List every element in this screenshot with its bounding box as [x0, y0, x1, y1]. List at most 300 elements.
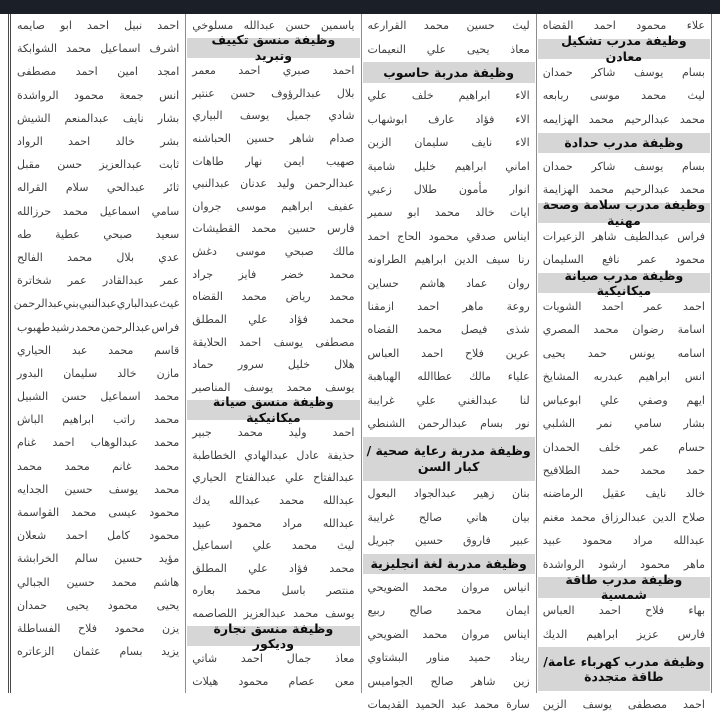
- column-1: [537, 14, 711, 711]
- name-row: [537, 108, 711, 131]
- name-row: [362, 482, 536, 505]
- name-row: [186, 82, 360, 105]
- name-row: [186, 105, 360, 128]
- name-word: خالد: [685, 487, 705, 501]
- name-word: عزيز: [636, 627, 659, 641]
- name-word: ماهر: [462, 300, 484, 314]
- name-row: [362, 389, 536, 412]
- name-word: محمد: [286, 380, 312, 394]
- name-row: [362, 506, 536, 529]
- name-word: المطلق: [192, 312, 227, 326]
- name-word: ابراهيم: [638, 370, 671, 384]
- name-word: وليد: [288, 426, 307, 440]
- name-word: احمد: [332, 64, 355, 78]
- name-word: بهاء: [688, 604, 705, 618]
- name-word: صبحي: [284, 245, 314, 259]
- name-row: [362, 108, 536, 131]
- name-word: ابوشهاب: [367, 112, 408, 126]
- name-word: مغنم: [542, 510, 565, 524]
- name-word: محمود: [149, 506, 180, 520]
- name-word: ابوعباس: [542, 393, 582, 407]
- section-header: وظيفة منسق تكييف وتبريد: [187, 38, 359, 58]
- column-3: [186, 14, 361, 693]
- name-word: المشايخ: [542, 370, 579, 384]
- name-word: كامل: [107, 529, 130, 543]
- name-word: نايف: [471, 136, 493, 150]
- name-word: عبدالعزيز: [99, 158, 142, 172]
- name-word: محمود: [74, 88, 104, 102]
- section-header: وظيفة منسق صيانة ميكانيكية: [187, 400, 359, 420]
- name-word: عفيف: [327, 199, 355, 213]
- name-word: بعاره: [192, 584, 216, 598]
- name-word: الزبن: [367, 136, 392, 150]
- name-word: محمد: [237, 426, 263, 440]
- name-word: عارف: [428, 112, 455, 126]
- name-word: القراله: [17, 181, 48, 195]
- name-word: الهباهبة: [367, 370, 401, 384]
- name-word: حذيفة: [327, 448, 355, 462]
- name-word: نافع: [602, 253, 620, 267]
- name-word: يحيى: [156, 598, 180, 612]
- name-word: يوسف: [239, 109, 270, 123]
- name-word: احمد: [683, 300, 705, 314]
- name-word: طهبوب: [17, 320, 51, 334]
- name-word: فايز: [238, 267, 257, 281]
- name-word: ليث: [687, 89, 705, 103]
- name-word: سامي: [151, 204, 180, 218]
- name-row: [362, 529, 536, 552]
- name-row: [186, 421, 360, 444]
- name-word: الشويات: [542, 300, 582, 314]
- name-word: عيسى: [108, 506, 138, 520]
- name-word: ارشود: [598, 557, 627, 571]
- name-word: ازمقنا: [367, 300, 395, 314]
- name-word: هاشم: [153, 575, 180, 589]
- name-word: عادل: [296, 448, 320, 462]
- name-word: حمدان: [542, 66, 573, 80]
- name-word: مصطفى: [627, 697, 668, 711]
- name-word: ابراهيم: [281, 199, 313, 213]
- name-word: اسامة: [677, 323, 705, 337]
- name-word: سلام: [65, 181, 89, 195]
- name-word: محمود: [231, 516, 262, 530]
- name-row: [11, 617, 185, 640]
- name-word: شاكر: [591, 66, 616, 80]
- name-word: عبدالله: [322, 493, 355, 507]
- name-word: الزعيرات: [542, 229, 585, 243]
- name-word: ابراهيم: [454, 159, 487, 173]
- name-word: يوسف: [633, 159, 664, 173]
- name-word: محمد: [108, 343, 134, 357]
- name-word: زعبي: [367, 183, 392, 197]
- name-row: [362, 412, 536, 435]
- name-word: الرواشدة: [17, 88, 59, 102]
- name-word: عبدالنبي: [78, 297, 117, 311]
- name-word: اماني: [505, 159, 530, 173]
- name-word: عطية: [55, 227, 80, 241]
- name-row: [186, 580, 360, 603]
- name-word: عبدالرحمن: [101, 320, 151, 334]
- name-word: نور: [515, 417, 530, 431]
- name-word: عبدالله: [243, 18, 276, 32]
- name-row: [11, 571, 185, 594]
- name-word: شاهر: [289, 131, 315, 145]
- name-word: عبدالوهاب: [90, 436, 138, 450]
- name-row: [537, 412, 711, 435]
- name-word: حسين: [66, 575, 95, 589]
- name-word: الرواشدة: [542, 557, 585, 571]
- name-word: ليث: [337, 539, 355, 553]
- name-word: وصفي: [638, 393, 668, 407]
- name-word: فارس: [327, 222, 355, 236]
- name-word: فؤاد: [475, 112, 495, 126]
- name-word: موسى: [236, 199, 267, 213]
- name-word: علاء: [686, 19, 705, 33]
- name-word: حميد: [468, 651, 491, 665]
- name-word: عقيل: [602, 487, 627, 501]
- name-row: [362, 178, 536, 201]
- name-row: [186, 512, 360, 535]
- name-row: [186, 59, 360, 82]
- name-word: محمد: [67, 250, 93, 264]
- top-dark-bar: [0, 0, 720, 14]
- name-word: خليل: [413, 159, 437, 173]
- name-row: [362, 14, 536, 37]
- name-word: اللصاصمه: [192, 607, 237, 621]
- name-word: فلاح: [645, 604, 665, 618]
- name-word: يوسف: [325, 607, 355, 621]
- name-word: انياس: [503, 580, 530, 594]
- name-row: [362, 623, 536, 646]
- name-word: محمود: [238, 674, 269, 688]
- name-word: منتصر: [326, 584, 355, 598]
- name-word: جروان: [192, 199, 222, 213]
- name-word: عدنان: [240, 177, 267, 191]
- name-word: امجد: [157, 65, 180, 79]
- name-word: يوسف: [582, 697, 612, 711]
- name-word: الطراونه: [367, 253, 407, 267]
- name-word: عطاالله: [417, 370, 453, 384]
- name-word: جمعة: [119, 88, 144, 102]
- name-word: ابو: [60, 19, 72, 33]
- name-row: [11, 37, 185, 60]
- name-word: معاذ: [335, 652, 355, 666]
- name-word: هاشم: [419, 276, 446, 290]
- name-row: [537, 61, 711, 84]
- name-word: نمر: [596, 417, 613, 431]
- name-word: مصطفى: [17, 65, 57, 79]
- name-word: جمال: [286, 652, 312, 666]
- name-word: نايف: [122, 111, 144, 125]
- name-row: [11, 339, 185, 362]
- name-word: احمد: [75, 65, 98, 79]
- name-word: فؤاد: [289, 561, 308, 575]
- name-word: الهزايمة: [542, 183, 579, 197]
- name-word: انس: [159, 88, 180, 102]
- name-word: عثمان: [73, 645, 101, 659]
- name-word: مأمون: [458, 183, 488, 197]
- name-row: [11, 362, 185, 385]
- name-word: عبدالجواد: [413, 487, 457, 501]
- name-word: جبريل: [367, 534, 396, 548]
- name-word: حسين: [287, 222, 316, 236]
- name-row: [11, 200, 185, 223]
- name-row: [362, 646, 536, 669]
- name-word: الجدايه: [17, 482, 49, 496]
- name-word: نبيل: [124, 19, 143, 33]
- name-word: يوسف: [108, 482, 139, 496]
- name-row: [362, 693, 536, 716]
- name-word: الشيش: [17, 111, 51, 125]
- name-word: حسن: [285, 18, 311, 32]
- name-word: عبدالغني: [457, 393, 498, 407]
- name-word: الفساطلة: [17, 621, 61, 635]
- name-word: القديمات: [367, 697, 409, 711]
- name-word: الزعاتره: [17, 645, 55, 659]
- name-row: [11, 455, 185, 478]
- name-word: خالد: [475, 206, 495, 220]
- name-word: شاتي: [192, 652, 218, 666]
- name-row: [186, 127, 360, 150]
- name-word: زين: [513, 674, 530, 688]
- name-word: محمد: [71, 506, 97, 520]
- name-word: بسام: [681, 159, 705, 173]
- name-word: الجبالي: [17, 575, 50, 589]
- name-word: الشنطي: [367, 417, 406, 431]
- name-word: عبدالفتاح: [313, 471, 355, 485]
- name-word: معاذ: [510, 42, 530, 56]
- name-word: مراد: [282, 516, 303, 530]
- name-word: مقبل: [17, 158, 41, 172]
- name-word: محمد: [416, 323, 443, 337]
- name-word: شخاترة: [17, 274, 52, 288]
- name-word: فلاح: [464, 346, 484, 360]
- name-word: الباش: [17, 413, 44, 427]
- name-word: يحيى: [466, 42, 490, 56]
- name-word: عبدالحي: [106, 181, 146, 195]
- name-word: عبدالعزيز: [243, 607, 287, 621]
- name-word: مالك: [332, 245, 355, 259]
- name-word: الزين: [542, 697, 567, 711]
- name-row: [537, 84, 711, 107]
- name-row: [537, 435, 711, 458]
- name-word: ايمن: [283, 154, 305, 168]
- name-row: [186, 218, 360, 241]
- name-word: عبدالرحمن: [304, 177, 355, 191]
- name-word: مروان: [461, 627, 490, 641]
- section-header: وظيفة مدرب صيانة ميكانيكية: [538, 273, 710, 293]
- name-row: [537, 295, 711, 318]
- name-word: يزن: [162, 621, 180, 635]
- name-word: عبدالله: [322, 516, 355, 530]
- name-word: احمد: [593, 19, 616, 33]
- name-word: رضوان: [632, 323, 664, 337]
- name-word: محمد: [111, 575, 137, 589]
- name-word: فلاح: [78, 621, 97, 635]
- name-word: محمد: [679, 112, 705, 126]
- name-word: شاهر: [471, 674, 496, 688]
- name-word: مناور: [426, 651, 450, 665]
- name-word: عبدالمنعم: [64, 111, 109, 125]
- name-word: عبد: [71, 343, 88, 357]
- name-row: [11, 246, 185, 269]
- name-word: سامي: [634, 417, 662, 431]
- name-word: بنان: [511, 487, 530, 501]
- name-word: عنتير: [192, 86, 215, 100]
- name-word: احمد: [598, 604, 621, 618]
- name-row: [186, 286, 360, 309]
- name-word: المصري: [542, 323, 580, 337]
- name-row: [11, 385, 185, 408]
- name-row: [11, 153, 185, 176]
- name-word: محمود: [636, 19, 667, 33]
- name-row: [186, 353, 360, 376]
- name-word: يحيى: [66, 598, 89, 612]
- name-word: سيف: [485, 253, 510, 267]
- name-word: حساين: [367, 276, 399, 290]
- name-word: فراس: [677, 229, 705, 243]
- section-header: وظيفة منسق نجارة وديكور: [187, 626, 359, 646]
- name-word: الرواد: [17, 135, 43, 149]
- name-word: علياء: [507, 370, 530, 384]
- name-word: الاء: [515, 136, 530, 150]
- name-word: محمود: [428, 229, 459, 243]
- name-word: محمد: [291, 539, 317, 553]
- section-header: وظيفة مدربة حاسوب: [363, 62, 535, 82]
- name-word: علي: [600, 393, 620, 407]
- name-word: سعيد: [155, 227, 180, 241]
- name-word: محمد: [329, 267, 355, 281]
- name-word: غنام: [17, 436, 37, 450]
- name-word: احمد: [87, 19, 110, 33]
- name-row: [537, 529, 711, 552]
- name-row: [537, 459, 711, 482]
- name-word: نهار: [245, 154, 263, 168]
- name-word: محمد: [241, 290, 267, 304]
- name-word: صايمه: [17, 19, 46, 33]
- name-row: [186, 670, 360, 693]
- name-word: اسماعيل: [100, 390, 141, 404]
- name-word: عبيد: [542, 534, 562, 548]
- name-word: صهيب: [325, 154, 355, 168]
- name-word: رياض: [285, 290, 311, 304]
- name-word: ربيع: [367, 604, 386, 618]
- name-row: [537, 154, 711, 177]
- name-word: موسى: [589, 89, 620, 103]
- name-word: عبدالباري: [116, 297, 160, 311]
- name-word: اشرف: [149, 42, 180, 56]
- name-word: حسين: [466, 19, 495, 33]
- name-word: محمد: [279, 493, 305, 507]
- name-word: مصطفى: [315, 335, 355, 349]
- name-word: يوسف: [633, 66, 664, 80]
- name-word: المناصير: [192, 380, 231, 394]
- name-word: سليمان: [63, 366, 98, 380]
- name-word: عبير: [510, 534, 530, 548]
- name-word: محمد: [422, 627, 448, 641]
- name-row: [537, 506, 711, 529]
- name-row: [186, 534, 360, 557]
- name-word: محمد: [75, 320, 101, 334]
- name-row: [537, 623, 711, 646]
- name-word: خلف: [598, 440, 621, 454]
- name-word: يحيى: [542, 346, 566, 360]
- name-word: عبدالهادي: [244, 448, 289, 462]
- name-word: ابراهيم: [62, 413, 95, 427]
- name-word: محمد: [62, 204, 88, 218]
- name-word: القرارعه: [367, 19, 407, 33]
- name-word: اسامه: [677, 346, 705, 360]
- name-word: ثابت: [158, 158, 180, 172]
- name-row: [362, 365, 536, 388]
- name-word: يوسف: [325, 380, 355, 394]
- name-word: البعول: [367, 487, 397, 501]
- name-word: احمد: [421, 346, 444, 360]
- name-word: عبدربه: [593, 370, 624, 384]
- name-word: ليث: [512, 19, 530, 33]
- name-word: النعيمات: [367, 42, 406, 56]
- name-word: ايمان: [505, 604, 530, 618]
- name-word: محمود: [149, 529, 180, 543]
- name-word: سمير: [367, 206, 393, 220]
- name-word: شاكر: [591, 159, 616, 173]
- name-word: العباس: [542, 604, 575, 618]
- name-word: حماد: [192, 358, 214, 372]
- name-word: ايهم: [686, 393, 705, 407]
- name-row: [186, 648, 360, 671]
- name-word: محمد: [154, 436, 180, 450]
- name-word: الطلافيح: [542, 463, 581, 477]
- name-word: امين: [117, 65, 138, 79]
- name-word: الاء: [515, 112, 530, 126]
- name-word: محمد: [329, 561, 355, 575]
- name-word: محمد: [329, 312, 355, 326]
- name-word: جميل: [286, 109, 312, 123]
- name-word: القواسمة: [17, 506, 60, 520]
- name-word: صالح: [430, 674, 454, 688]
- name-row: [537, 389, 711, 412]
- name-word: فارس: [677, 627, 705, 641]
- section-header: وظيفة مدرب سلامة وصحة مهنية: [538, 203, 710, 223]
- name-row: [186, 489, 360, 512]
- name-word: محمد: [154, 390, 180, 404]
- name-word: سالم: [74, 552, 98, 566]
- name-word: بشار: [157, 111, 180, 125]
- name-word: حسن: [61, 390, 87, 404]
- name-word: مراد: [632, 534, 653, 548]
- name-word: خالد: [115, 135, 135, 149]
- name-word: اسماعيل: [99, 204, 140, 218]
- name-word: ابو: [407, 206, 420, 220]
- name-word: عمر: [67, 274, 87, 288]
- name-word: فاروق: [462, 534, 491, 548]
- name-word: سرور: [237, 358, 264, 372]
- name-word: غرايبة: [367, 510, 395, 524]
- name-row: [186, 557, 360, 580]
- name-word: شاهر: [592, 229, 617, 243]
- name-word: مسلوخي: [192, 18, 234, 32]
- name-word: محمد: [641, 89, 667, 103]
- section-header: وظيفة مدرب حدادة: [538, 133, 710, 153]
- name-word: محمود: [582, 534, 613, 548]
- name-row: [362, 84, 536, 107]
- name-word: صبري: [282, 64, 311, 78]
- name-word: نايف: [645, 487, 667, 501]
- name-word: ايناس: [503, 229, 530, 243]
- name-word: محمد: [251, 222, 277, 236]
- name-row: [11, 107, 185, 130]
- name-word: القضاه: [192, 290, 223, 304]
